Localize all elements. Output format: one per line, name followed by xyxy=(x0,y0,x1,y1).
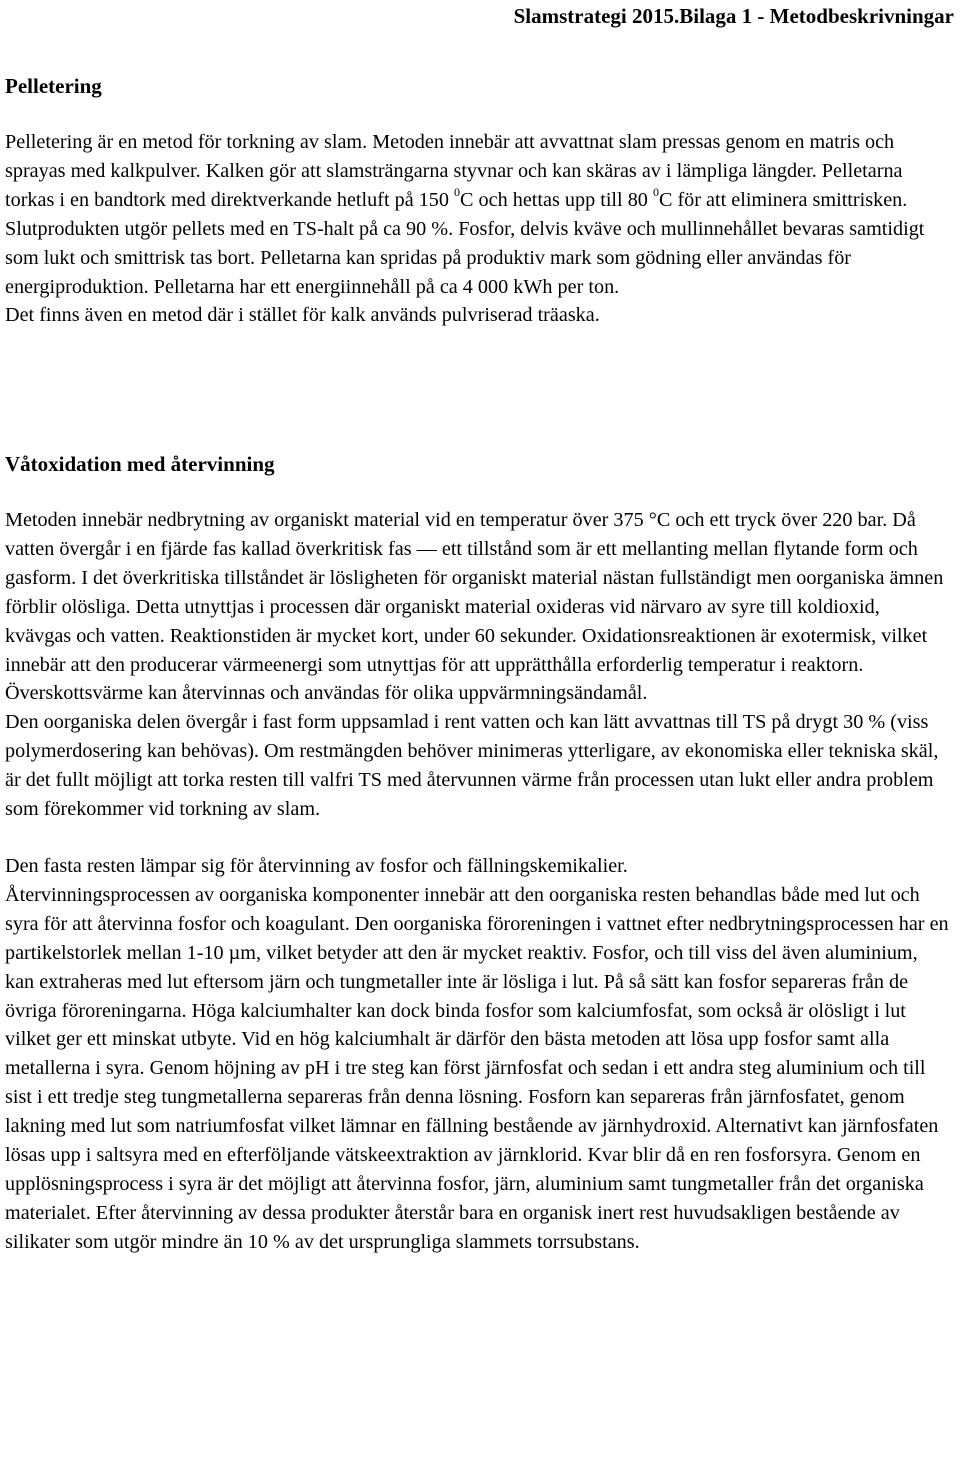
section-vatoxidation xyxy=(5,450,950,1257)
paragraph-pelletering-1: Pelletering är en metod för torkning av slam. Metoden innebär att avvattnat slam pressas genom en matris och sprayas med kalkpulver. Kalken gör att slamsträngarna styvnar och kan skäras av i lämpliga längder. Pelletarna torkas i en bandtork med direktverkande hetluft på 150 $^0$C och hettas upp till 80 $^0$C för att eliminera smittrisken. Slutprodukten utgör pellets med en TS-halt på ca 90 %. Fosfor, delvis kväve och mullinnehållet bevaras samtidigt som lukt och smittrisk tas bort. Pelletarna kan spridas på produktiv mark som gödning eller användas för energiproduktion. Pelletarna har ett energiinnehåll på ca 4 000 kWh per ton. xyxy=(5,131,925,298)
page-header-title: Slamstrategi 2015.Bilaga 1 - Metodbeskrivningar xyxy=(513,4,954,28)
section-heading-vatoxidation: Våtoxidation med återvinning xyxy=(5,452,275,476)
paragraph-vatoxidation-3: Den fasta resten lämpar sig för återvinning av fosfor och fällningskemikalier. xyxy=(5,854,628,877)
section-pelletering xyxy=(5,72,950,330)
paragraph-vatoxidation-1: Metoden innebär nedbrytning av organiskt material vid en temperatur över 375 °C och ett tryck över 220 bar. Då vatten övergår i en fjärde fas kallad överkritisk fas — ett tillstånd som är ett mellanting mellan flytande form och gasform. I det överkritiska tillståndet är lösligheten för organiskt material nästan fullständigt men oorganiska ämnen förblir olösliga. Detta utnyttjas i processen där organiskt material oxideras vid närvaro av syre till koldioxid, kvävgas och vatten. Reaktionstiden är mycket kort, under 60 sekunder. Oxidationsreaktionen är exotermisk, vilket innebär att den producerar värmeenergi som utnyttjas för att upprätthålla erforderlig temperatur i reaktorn. Överskottsvärme kan återvinnas och användas för olika uppvärmningsändamål. xyxy=(5,509,944,705)
paragraph-pelletering-2: Det finns även en metod där i stället för kalk används pulvriserad träaska. xyxy=(5,304,600,327)
section-heading-pelletering: Pelletering xyxy=(5,74,102,98)
paragraph-vatoxidation-4: Återvinningsprocessen av oorganiska komponenter innebär att den oorganiska resten behandlas både med lut och syra för att återvinna fosfor och koagulant. Den oorganiska föroreningen i vattnet efter nedbrytningsprocessen har en partikelstorlek mellan 1-10 µm, vilket betyder att den är mycket reaktiv. Fosfor, och till viss del även aluminium, kan extraheras med lut eftersom järn och tungmetaller inte är lösliga i lut. På så sätt kan fosfor separeras från de övriga föroreningarna. Höga kalciumhalter kan dock binda fosfor som kalciumfosfat, som också är olösligt i lut vilket ger ett minskat utbyte. Vid en hög kalciumhalt är därför den bästa metoden att lösa upp fosfor samt alla metallerna i syra. Genom höjning av pH i tre steg kan först järnfosfat och sedan i ett andra steg aluminium och till sist i ett tredje steg tungmetallerna separeras från denna lösning. Fosforn kan separeras från järnfosfatet, genom lakning med lut som natriumfosfat vilket lämnar en fällning bestående av järnhydroxid. Alternativt kan järnfosfaten lösas upp i saltsyra med en efterföljande vätskeextraktion av järnklorid. Kvar blir då en ren fosforsyra. Genom en upplösningsprocess i syra är det möjligt att återvinna fosfor, järn, aluminium samt tungmetaller från det organiska materialet. Efter återvinning av dessa produkter återstår bara en organisk inert rest huvudsakligen bestående av silikater som utgör mindre än 10 % av det ursprungliga slammets torrsubstans. xyxy=(5,883,949,1253)
paragraph-vatoxidation-2: Den oorganiska delen övergår i fast form uppsamlad i rent vatten och kan lätt avvattnas till TS på drygt 30 % (viss polymerdosering kan behövas). Om restmängden behöver minimeras ytterligare, av ekonomiska eller tekniska skäl, är det fullt möjligt att torka resten till valfri TS med återvunnen värme från processen utan lukt eller andra problem som förekommer vid torkning av slam. xyxy=(5,711,939,821)
